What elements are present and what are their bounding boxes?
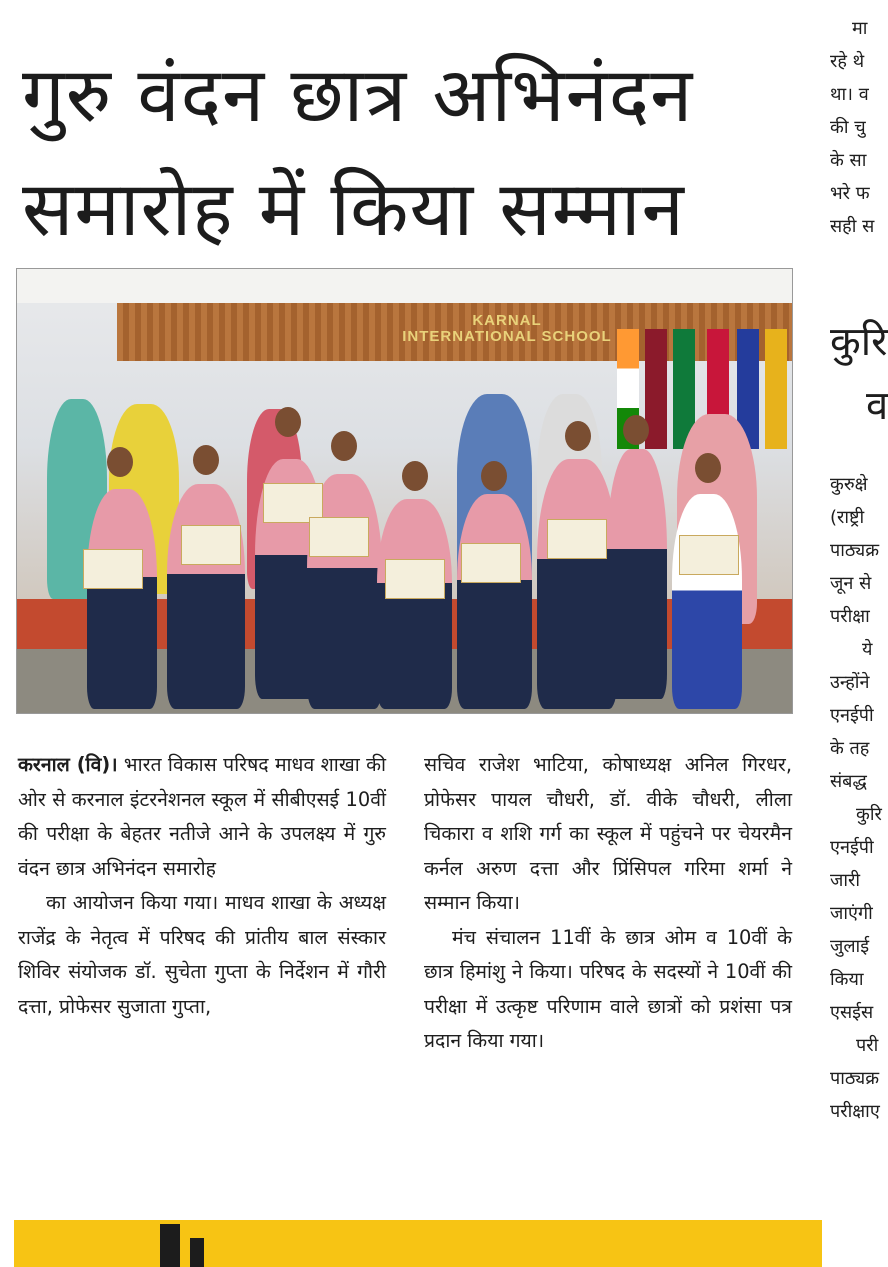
student-shape — [87, 489, 157, 709]
side-fragment: परीक्षा — [830, 606, 870, 627]
side-fragment: के तह — [830, 738, 870, 759]
certificate-shape — [309, 517, 369, 557]
article-dateline: करनाल (वि)। — [18, 753, 118, 776]
head-shape — [331, 431, 357, 461]
photo-ceiling — [17, 269, 792, 303]
student-shape — [607, 449, 667, 699]
article-column-1 — [18, 748, 386, 1024]
side-fragment: ये — [862, 639, 873, 660]
side-fragment: संबद्ध — [830, 771, 867, 792]
side-fragment: मा — [852, 18, 868, 39]
side-fragment: परी — [856, 1035, 879, 1056]
article-paragraph — [18, 748, 386, 886]
side-fragment: किया — [830, 969, 864, 990]
side-fragment: उन्होंने — [830, 672, 870, 693]
side-fragment: परीक्षाए — [830, 1101, 880, 1122]
head-shape — [623, 415, 649, 445]
headline-line-1: गुरु वंदन छात्र अभिनंदन — [22, 50, 694, 139]
side-fragment: जाएंगी — [830, 903, 873, 924]
news-photo — [16, 268, 793, 714]
side-heading-2: व — [866, 383, 888, 429]
headline-line-2: समारोह में किया सम्मान — [22, 164, 685, 253]
headline — [22, 38, 812, 266]
article-paragraph: मंच संचालन 11वीं के छात्र ओम व 10वीं के छात्र हिमांशु ने किया। परिषद के सदस्यों ने 10वीं की परीक्षा में उत्कृष्ट परिणाम वाले छात्रों को प्रशंसा पत्र प्रदान किया गया। — [424, 925, 792, 1052]
head-shape — [193, 445, 219, 475]
side-fragment: की चु — [830, 117, 866, 138]
student-shape — [167, 484, 245, 709]
side-fragment: पाठ्यक्र — [830, 540, 880, 561]
side-fragment: कुरुक्षे — [830, 474, 868, 495]
head-shape — [402, 461, 428, 491]
side-fragment: पाठ्यक्र — [830, 1068, 880, 1089]
footer-dark-mark — [160, 1224, 180, 1267]
side-fragment: रहे थे — [830, 51, 865, 72]
side-fragment: एसईस — [830, 1002, 874, 1023]
side-fragment: एनईपी — [830, 837, 874, 858]
flag-shape — [765, 329, 787, 449]
photo-school-line-1: KARNAL — [472, 312, 542, 329]
head-shape — [565, 421, 591, 451]
side-fragment: के सा — [830, 150, 867, 171]
side-fragment: (राष्ट्री — [830, 507, 865, 528]
head-shape — [481, 461, 507, 491]
student-shape — [672, 494, 742, 709]
certificate-shape — [461, 543, 521, 583]
footer-yellow-band — [14, 1220, 822, 1267]
student-shape — [457, 494, 532, 709]
certificate-shape — [679, 535, 739, 575]
side-fragment: भरे फ — [830, 183, 870, 204]
certificate-shape — [181, 525, 241, 565]
side-fragment: एनईपी — [830, 705, 874, 726]
certificate-shape — [385, 559, 445, 599]
student-shape — [537, 459, 617, 709]
photo-school-name — [377, 313, 637, 345]
side-fragment: कुरि — [856, 804, 882, 825]
head-shape — [695, 453, 721, 483]
article-column-2 — [424, 748, 792, 1059]
side-fragment: जून से — [830, 573, 872, 594]
footer-dark-mark — [190, 1238, 204, 1267]
side-heading-1: कुरि — [830, 319, 888, 365]
head-shape — [275, 407, 301, 437]
certificate-shape — [547, 519, 607, 559]
side-fragment: सही स — [830, 216, 875, 237]
student-shape — [377, 499, 452, 709]
photo-school-line-2: INTERNATIONAL SCHOOL — [402, 328, 612, 345]
article-text: भारत विकास परिषद माधव शाखा की ओर से करनाल इंटरनेशनल स्कूल में सीबीएसई 10वीं की परीक्षा के बेहतर नतीजे आने के उपलक्ष्य में गुरु वंदन छात्र अभिनंदन समारोह — [18, 753, 386, 880]
head-shape — [107, 447, 133, 477]
adjacent-article-column — [826, 0, 888, 1190]
side-fragment: जुलाई — [830, 936, 870, 957]
side-fragment: था। व — [830, 84, 869, 105]
side-fragment: जारी — [830, 870, 861, 891]
article-paragraph: सचिव राजेश भाटिया, कोषाध्यक्ष अनिल गिरधर, प्रोफेसर पायल चौधरी, डॉ. वीके चौधरी, लीला चिकारा व शशि गर्ग का स्कूल में पहुंचने पर चेयरमैन कर्नल अरुण दत्ता और प्रिंसिपल गरिमा शर्मा ने सम्मान किया। — [424, 753, 792, 914]
certificate-shape — [83, 549, 143, 589]
article-paragraph: का आयोजन किया गया। माधव शाखा के अध्यक्ष राजेंद्र के नेतृत्व में परिषद की प्रांतीय बाल संस्कार शिविर संयोजक डॉ. सुचेता गुप्ता के निर्देशन में गौरी दत्ता, प्रोफेसर सुजाता गुप्ता, — [18, 891, 386, 1018]
